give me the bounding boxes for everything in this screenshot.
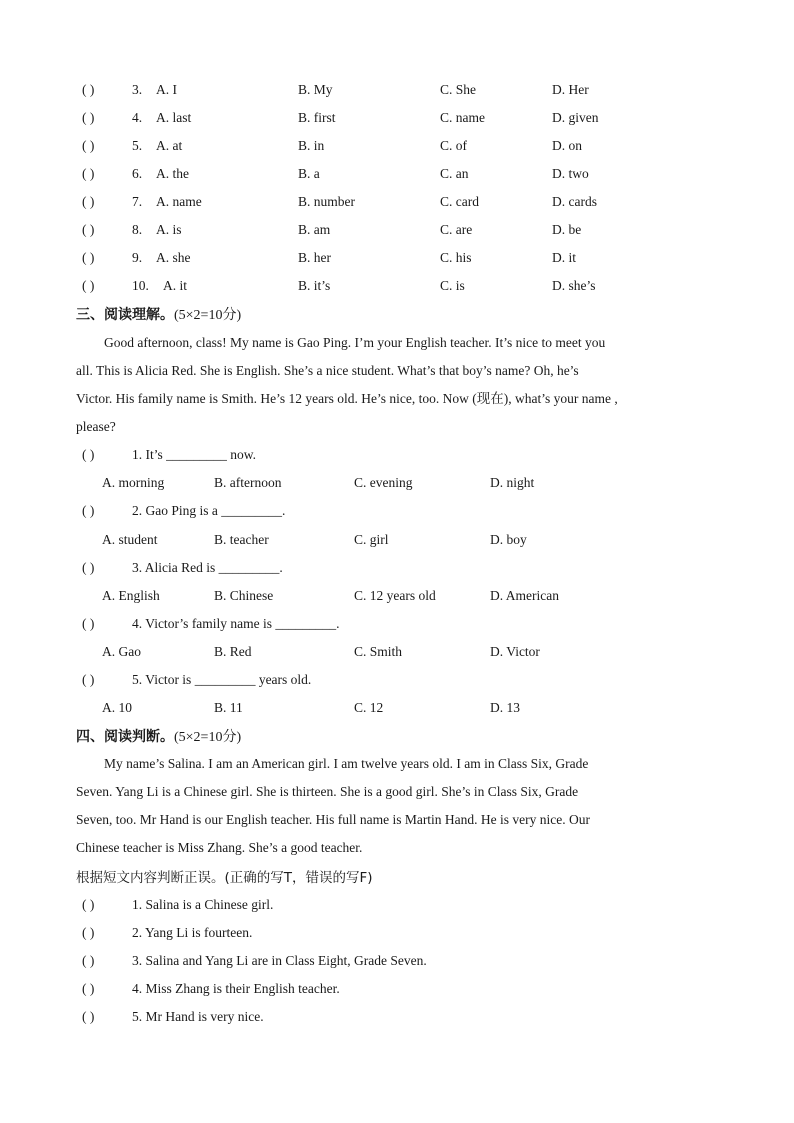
option-d: D. it xyxy=(552,250,577,265)
option-c: C. name xyxy=(440,110,485,125)
option-b: B. number xyxy=(298,194,355,209)
answer-blank[interactable]: ( ) xyxy=(82,110,95,125)
answer-blank[interactable]: ( ) xyxy=(82,138,95,153)
section-heading-reading-comprehension xyxy=(76,304,241,324)
question-number: 4. xyxy=(132,110,143,125)
question-number: 10. xyxy=(132,278,149,293)
passage-line: all. This is Alicia Red. She is English. She’s a nice student. What’s that boy’s name? Oh, he’s xyxy=(76,363,579,378)
question-stem: 3. Alicia Red is _________. xyxy=(132,560,283,575)
section-title: 四、阅读判断。 xyxy=(76,729,174,745)
option-c: C. his xyxy=(440,250,472,265)
option-b: B. in xyxy=(298,138,325,153)
option-d: D. boy xyxy=(490,532,527,547)
question-number: 3. xyxy=(132,82,143,97)
answer-blank[interactable]: ( ) xyxy=(82,250,95,265)
option-a: A. morning xyxy=(102,475,165,490)
question-number: 8. xyxy=(132,222,143,237)
option-d: D. Victor xyxy=(490,644,540,659)
option-d: D. night xyxy=(490,475,535,490)
option-b: B. her xyxy=(298,250,331,265)
option-a: A. English xyxy=(102,588,160,603)
option-c: C. an xyxy=(440,166,469,181)
passage-line: Good afternoon, class! My name is Gao Ping. I’m your English teacher. It’s nice to meet you xyxy=(104,335,606,350)
passage-line: Seven, too. Mr Hand is our English teacher. His full name is Martin Hand. He is very nice. Our xyxy=(76,812,591,827)
statement-text: 4. Miss Zhang is their English teacher. xyxy=(132,981,340,996)
passage-line: please? xyxy=(76,419,116,434)
answer-blank[interactable]: ( ) xyxy=(82,503,95,518)
question-number: 6. xyxy=(132,166,143,181)
answer-blank[interactable]: ( ) xyxy=(82,278,95,293)
option-d: D. she’s xyxy=(552,278,596,293)
option-c: C. card xyxy=(440,194,479,209)
answer-blank[interactable]: ( ) xyxy=(82,194,95,209)
answer-blank[interactable]: ( ) xyxy=(82,166,95,181)
option-b: B. am xyxy=(298,222,331,237)
section-heading-true-false xyxy=(76,726,241,746)
section-title: 三、阅读理解。 xyxy=(76,307,174,323)
option-a: A. name xyxy=(156,194,202,209)
passage-line: My name’s Salina. I am an American girl. I am twelve years old. I am in Class Six, Grade xyxy=(104,756,589,771)
passage-line: Victor. His family name is Smith. He’s 12 years old. He’s nice, too. Now (现在), what’s your name , xyxy=(76,391,618,406)
statement-text: 5. Mr Hand is very nice. xyxy=(132,1009,264,1024)
option-a: A. last xyxy=(156,110,192,125)
question-number: 7. xyxy=(132,194,143,209)
option-c: C. 12 years old xyxy=(354,588,436,603)
option-d: D. given xyxy=(552,110,599,125)
option-a: A. student xyxy=(102,532,158,547)
option-a: A. I xyxy=(156,82,177,97)
option-d: D. American xyxy=(490,588,559,603)
statement-text: 2. Yang Li is fourteen. xyxy=(132,925,253,940)
option-a: A. it xyxy=(163,278,188,293)
option-d: D. 13 xyxy=(490,700,520,715)
statement-text: 3. Salina and Yang Li are in Class Eight, Grade Seven. xyxy=(132,953,427,968)
option-c: C. is xyxy=(440,278,465,293)
option-c: C. of xyxy=(440,138,467,153)
answer-blank[interactable]: ( ) xyxy=(82,616,95,631)
option-b: B. teacher xyxy=(214,532,269,547)
question-stem: 4. Victor’s family name is _________. xyxy=(132,616,340,631)
question-number: 9. xyxy=(132,250,143,265)
question-stem: 2. Gao Ping is a _________. xyxy=(132,503,286,518)
option-b: B. Chinese xyxy=(214,588,274,603)
instruction-text: 根据短文内容判断正误。(正确的写T，错误的写F) xyxy=(76,870,373,886)
reading-passage xyxy=(76,750,717,862)
answer-blank[interactable]: ( ) xyxy=(82,981,95,996)
answer-blank[interactable]: ( ) xyxy=(82,560,95,575)
answer-blank[interactable]: ( ) xyxy=(82,672,95,687)
section-score: (5×2=10分) xyxy=(174,730,242,745)
option-b: B. it’s xyxy=(298,278,331,293)
reading-passage xyxy=(76,329,717,441)
passage-line: Seven. Yang Li is a Chinese girl. She is thirteen. She is a good girl. She’s in Class Six, Grade xyxy=(76,784,579,799)
option-c: C. girl xyxy=(354,532,389,547)
option-a: A. she xyxy=(156,250,191,265)
option-c: C. are xyxy=(440,222,473,237)
option-d: D. on xyxy=(552,138,582,153)
section-score: (5×2=10分) xyxy=(174,308,242,323)
answer-blank[interactable]: ( ) xyxy=(82,953,95,968)
option-c: C. Smith xyxy=(354,644,403,659)
option-a: A. 10 xyxy=(102,700,132,715)
option-a: A. is xyxy=(156,222,182,237)
option-d: D. Her xyxy=(552,82,589,97)
answer-blank[interactable]: ( ) xyxy=(82,897,95,912)
option-c: C. evening xyxy=(354,475,413,490)
option-c: C. She xyxy=(440,82,477,97)
option-c: C. 12 xyxy=(354,700,384,715)
answer-blank[interactable]: ( ) xyxy=(82,447,95,462)
question-stem: 5. Victor is _________ years old. xyxy=(132,672,312,687)
option-d: D. cards xyxy=(552,194,597,209)
option-d: D. be xyxy=(552,222,582,237)
passage-line: Chinese teacher is Miss Zhang. She’s a good teacher. xyxy=(76,840,363,855)
option-a: A. the xyxy=(156,166,189,181)
statement-text: 1. Salina is a Chinese girl. xyxy=(132,897,274,912)
option-b: B. Red xyxy=(214,644,252,659)
option-b: B. 11 xyxy=(214,700,243,715)
option-a: A. at xyxy=(156,138,183,153)
option-b: B. afternoon xyxy=(214,475,282,490)
question-stem: 1. It’s _________ now. xyxy=(132,447,256,462)
option-d: D. two xyxy=(552,166,589,181)
option-b: B. a xyxy=(298,166,320,181)
answer-blank[interactable]: ( ) xyxy=(82,222,95,237)
question-number: 5. xyxy=(132,138,143,153)
option-a: A. Gao xyxy=(102,644,141,659)
option-b: B. My xyxy=(298,82,333,97)
answer-blank[interactable]: ( ) xyxy=(82,82,95,97)
answer-blank[interactable]: ( ) xyxy=(82,925,95,940)
option-b: B. first xyxy=(298,110,336,125)
answer-blank[interactable]: ( ) xyxy=(82,1009,95,1024)
